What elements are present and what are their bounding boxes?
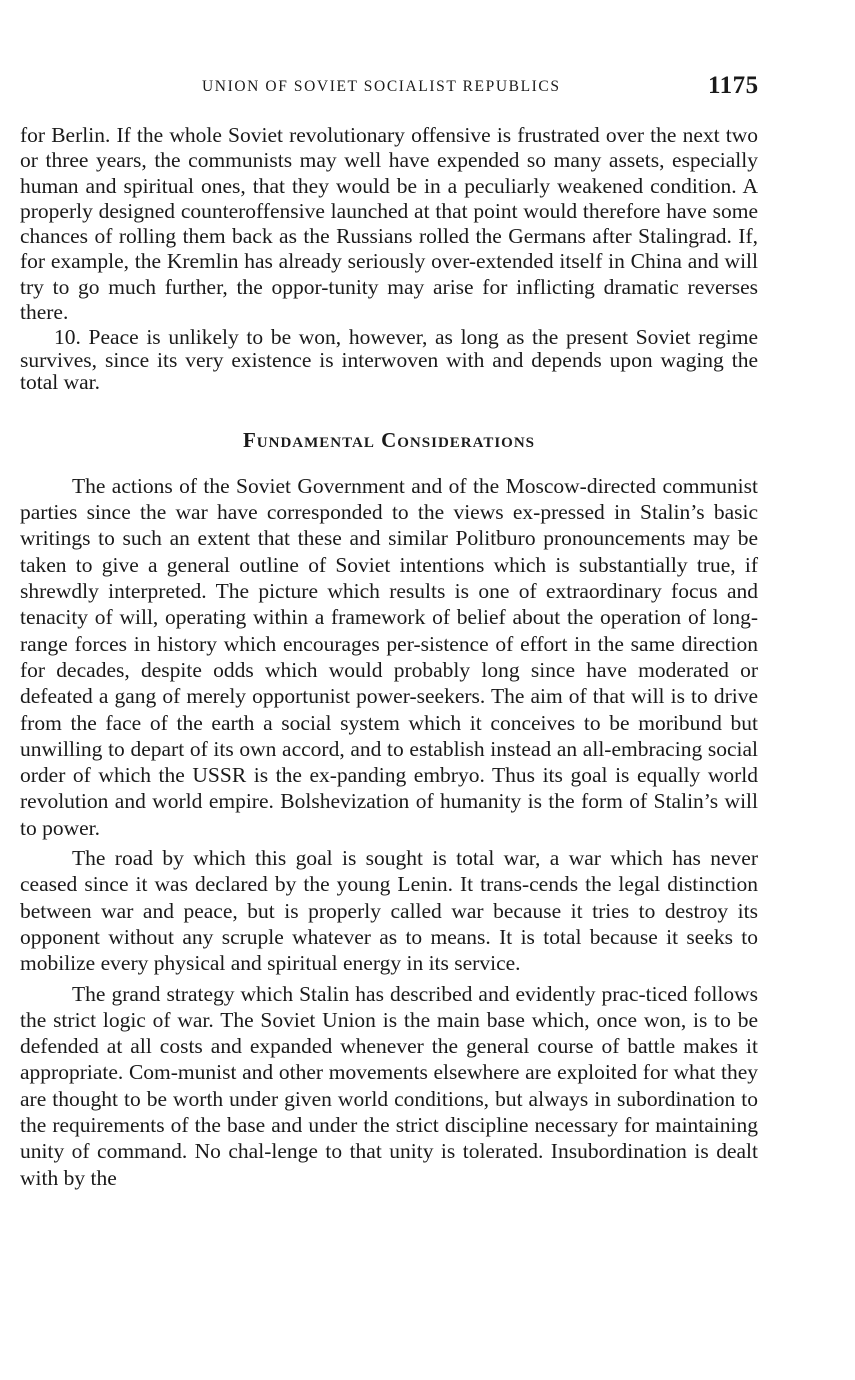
paragraph-continuation: for Berlin. If the whole Soviet revolutionary offensive is frustrated over the next two or three years, the communists may well have expended so many assets, especially human and spiritual ones, that they would be in a peculiarly weakened condition. A properly designed counteroffensive launched at that point would therefore have some chances of rolling them back as the Russians rolled the Germans after Stalingrad. If, for example, the Kremlin has already seriously over-extended itself in China and will try to go much further, the oppor-tunity may arise for inflicting dramatic reverses there.: [20, 123, 758, 325]
section-heading: Fundamental Considerations: [242, 427, 536, 452]
running-head: [0, 72, 855, 106]
body-text: [20, 123, 758, 1191]
paragraph-soviet-intentions: The actions of the Soviet Government and of the Moscow-directed communist parties since the war have corresponded to the views ex-pressed in Stalin’s basic writings to such an extent that these and similar Politburo pronouncements may be taken to give a general outline of Soviet intentions which is substantially true, if shrewdly interpreted. The picture which results is one of extraordinary focus and tenacity of will, operating within a framework of belief about the operation of long-range forces in history which encourages per-sistence of effort in the same direction for decades, despite odds which would probably long since have moderated or defeated a gang of merely opportunist power-seekers. The aim of that will is to drive from the face of the earth a social system which it conceives to be moribund but unwilling to depart of its own accord, and to establish instead an all-embracing social order of which the USSR is the ex-panding embryo. Thus its goal is equally world revolution and world empire. Bolshevization of humanity is the form of Stalin’s will to power.: [20, 473, 758, 840]
paragraph-point-10: 10. Peace is unlikely to be won, however, as long as the present Soviet regime survives, since its very existence is interwoven with and depends upon waging the total war.: [20, 325, 758, 395]
running-title: UNION OF SOVIET SOCIALIST REPUBLICS: [202, 78, 561, 95]
paragraph-grand-strategy: The grand strategy which Stalin has described and evidently prac-ticed follows the strict logic of war. The Soviet Union is the main base which, once won, is to be defended at all costs and expanded whenever the general course of battle makes it appropriate. Com-munist and other movements elsewhere are exploited for what they are thought to be worth under given world conditions, but always in subordination to the requirements of the base and under the strict discipline necessary for maintaining unity of command. No chal-lenge to that unity is tolerated. Insubordination is dealt with by the: [20, 981, 758, 1190]
paragraph-total-war: The road by which this goal is sought is total war, a war which has never ceased since it was declared by the young Lenin. It trans-cends the legal distinction between war and peace, but is properly called war because it tries to destroy its opponent without any scruple whatever as to means. It is total because it seeks to mobilize every physical and spiritual energy in its service.: [20, 846, 758, 976]
page-number: 1175: [708, 72, 759, 99]
